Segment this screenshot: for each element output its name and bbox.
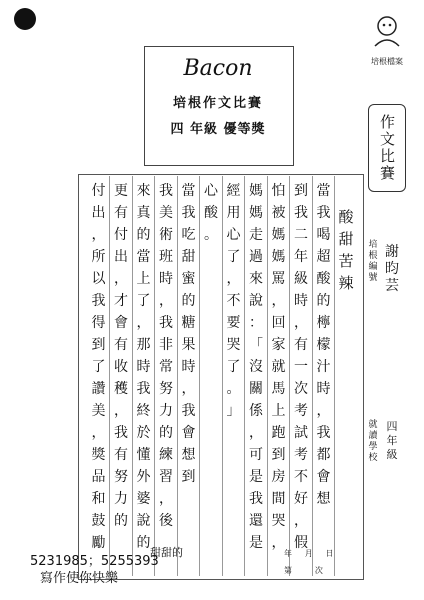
- grid-line: [289, 176, 290, 576]
- essay-column: 到 我 二 年 級 時 ， 有 一 次 考 試 考 不 好 ， 假: [294, 183, 308, 551]
- info-label: 培 根 編 號: [368, 240, 378, 283]
- essay-column: 付 出 ， 所 以 我 得 到 了 讚 美 ， 獎 品 和 鼓 勵: [91, 183, 106, 551]
- mascot-icon: [367, 10, 407, 50]
- signature: Bacon: [183, 56, 253, 81]
- grid-line: [334, 176, 335, 576]
- essay-column: 經 用 心 了 ， 不 要 哭 了 。 」: [226, 183, 241, 419]
- contest-title: 培根作文比賽: [172, 96, 263, 111]
- phone-numbers: 5231985；5255393: [30, 554, 159, 569]
- logo-caption: 培根檔案: [371, 57, 403, 66]
- school-label: 就 讀 學 校: [368, 420, 378, 463]
- essay-title: 酸 甜 苦 辣: [338, 208, 354, 292]
- grid-line: [312, 176, 313, 576]
- day-label: 日: [325, 549, 334, 558]
- grade: 四 年 級: [386, 420, 398, 461]
- seq-label: 第: [284, 566, 292, 575]
- essay-column: 我 美 術 班 時 ， 我 非 常 努 力 的 練 習 ， 後: [159, 183, 173, 529]
- year-label: 年: [284, 549, 292, 558]
- times-label: 次: [314, 566, 323, 575]
- date-labels: [284, 548, 333, 559]
- sequence-labels: [284, 565, 323, 576]
- essay-column: 更 有 付 出 ， 才 會 有 收 穫 ， 我 有 努 力 的: [114, 183, 128, 529]
- essay-column: 媽 媽 走 過 來 說 ： 「 沒 關 係 ， 可 是 我 還 是: [249, 183, 263, 551]
- grid-line: [154, 176, 155, 576]
- essay-column: 來 真 的 當 上 了 ， 那 時 我 終 於 懂 外 婆 說 的: [136, 183, 151, 551]
- slogan: 寫作使你快樂: [40, 571, 119, 586]
- grid-line: [132, 176, 133, 576]
- essay-column: 當 我 吃 甜 蜜 的 糖 果 時 ， 我 會 想 到: [181, 183, 196, 485]
- essay-column: 心 酸 。: [204, 183, 218, 243]
- award-line: 四 年級 優等獎: [170, 122, 266, 137]
- month-label: 月: [304, 549, 313, 558]
- corner-dot: [14, 8, 36, 30]
- grid-line: [177, 176, 178, 576]
- grid-line: [267, 176, 268, 576]
- margin-note: 甜甜的: [150, 546, 183, 559]
- essay-column: 怕 被 媽 媽 罵 ， 回 家 就 馬 上 跑 到 房 間 哭 ，: [271, 183, 286, 551]
- grid-line: [199, 176, 200, 576]
- grid-line: [109, 176, 110, 576]
- grid-line: [244, 176, 245, 576]
- grid-line: [222, 176, 223, 576]
- student-name: 謝 昀 芸: [385, 244, 399, 294]
- essay-column: 當 我 喝 超 酸 的 檸 檬 汁 時 ， 我 都 會 想: [316, 183, 331, 507]
- contest-stamp: 作文比賽: [368, 104, 406, 192]
- logo: [362, 10, 412, 67]
